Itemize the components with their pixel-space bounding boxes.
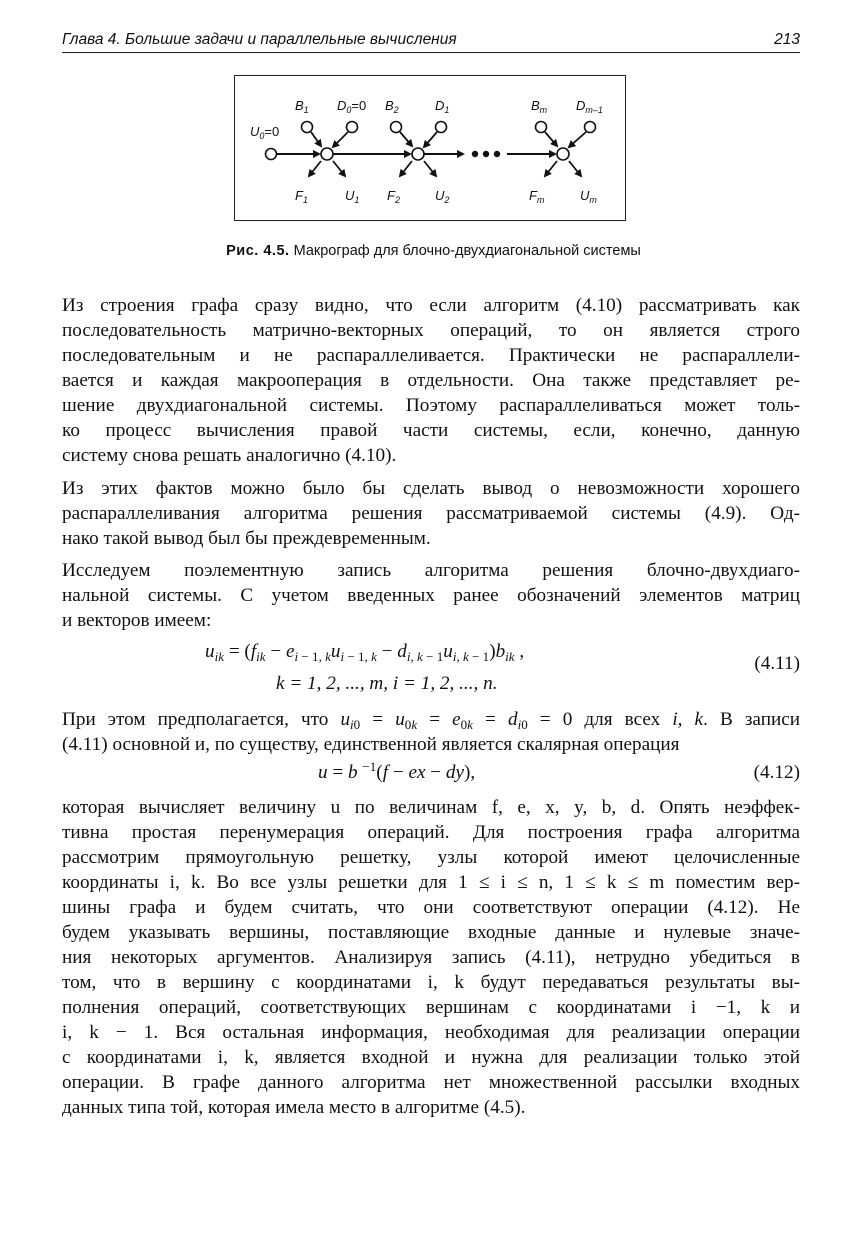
caption-text: Макрограф для блочно-двухдиагональной системы: [293, 243, 641, 259]
p5-line: операции. В графе данного алгоритма нет множественной рассылки входных: [62, 1072, 800, 1093]
p5-line: с координатами i, k, является входной и нужна для реализации только этой: [62, 1047, 800, 1068]
equation-4-12: u = b $^{-1}$(f − ex − dy),: [318, 758, 476, 783]
paragraph-4: [62, 707, 800, 757]
label-u0: $U_0=0$: [250, 124, 280, 141]
input-node: [266, 149, 277, 160]
p5-line: которая вычисляет величину u по величинам f, e, x, y, b, d. Опять неэффек-: [62, 797, 800, 818]
macro-node-1: [302, 122, 358, 177]
p5-line: данных типа той, которая имела место в алгоритме (4.5).: [62, 1097, 526, 1118]
label-f1: $F_1$: [295, 188, 308, 205]
label-f2: $F_2$: [387, 188, 400, 205]
p1-line: шение двухдиагональной системы. Поэтому распараллеливаться может толь-: [62, 395, 800, 416]
p1-line: вается и каждая макрооперация в отдельности. Она также представляет ре-: [62, 370, 800, 391]
label-b1: $B_1$: [295, 98, 309, 115]
label-u2: $U_2$: [435, 188, 450, 205]
p4-tail: В записи: [719, 709, 801, 730]
p5-line: ния некоторых аргументов. Анализируя запись (4.11), нетрудно убедиться в: [62, 947, 800, 968]
label-d0: $D_0=0$: [337, 98, 367, 115]
label-fm: $F_m$: [529, 188, 545, 205]
p1-line: Из строения графа сразу видно, что если алгоритм (4.10) рассматривать как: [62, 295, 800, 316]
p5-line: тивна простая перенумерация операций. Для построения графа алгоритма: [62, 822, 800, 843]
paragraph-5: [62, 795, 800, 1120]
paragraph-2: [62, 476, 800, 551]
p4-suffix: для всех: [584, 709, 661, 730]
p1-line: последовательность матрично-векторных операций, то он является строго: [62, 320, 800, 341]
p5-line: рассмотрим прямоугольную решетку, узлы которой имеют целочисленные: [62, 847, 800, 868]
label-um: $U_m$: [580, 188, 597, 205]
p5-line: полнения операций, соответствующих вершинам с координатами i −1, k и: [62, 997, 800, 1018]
p5-line: будем указывать вершины, поставляющие входные данные и нулевые значе-: [62, 922, 800, 943]
running-header: [62, 30, 800, 53]
macro-node-m: [536, 122, 596, 177]
paragraph-3: [62, 558, 800, 633]
p5-line: координаты i, k. Во все узлы решетки для 1 ≤ i ≤ n, 1 ≤ k ≤ m поместим вер-: [62, 872, 800, 893]
label-bm: $B_m$: [531, 98, 548, 115]
p1-line: систему снова решать аналогично (4.10).: [62, 445, 397, 466]
label-u1: $U_1$: [345, 188, 360, 205]
macrograph-diagram: [235, 76, 627, 222]
p3-line: нальной системы. С учетом введенных ранее обозначений элементов матриц: [62, 585, 800, 606]
p2-line: распараллеливания алгоритма решения рассматриваемой системы (4.9). Од-: [62, 503, 800, 524]
p2-line: нако такой вывод был бы преждевременным.: [62, 528, 431, 549]
p5-line: i, k − 1. Вся остальная информация, необходимая для реализации операции: [62, 1022, 800, 1043]
p1-line: ко процесс вычисления правой части системы, если, конечно, данную: [62, 420, 800, 441]
chapter-title: Глава 4. Большие задачи и параллельные вычисления: [62, 31, 457, 48]
label-d1: $D_1$: [435, 98, 450, 115]
figure-caption: [0, 243, 867, 259]
macrograph-figure: [234, 75, 626, 221]
equation-number-4-12: (4.12): [753, 762, 800, 783]
label-dm1: $D_{m-1}$: [576, 98, 603, 115]
paragraph-1: [62, 293, 800, 468]
p4-prefix: При этом предполагается, что: [62, 709, 329, 730]
label-b2: $B_2$: [385, 98, 399, 115]
equation-number-4-11: (4.11): [754, 653, 800, 674]
equation-4-11-line2: k = 1, 2, ..., m, i = 1, 2, ..., n.: [276, 673, 498, 694]
macro-node-2: [391, 122, 447, 177]
p5-line: том, что в вершину с координатами i, k будут передаваться результаты вы-: [62, 972, 800, 993]
p5-line: шины графа и будем считать, что они соответствуют операции (4.12). Не: [62, 897, 800, 918]
p4-line-1: При этом предполагается, что $u_{i0} = u_{0k} = e_{0k} = d_{i0} = 0$ для всех i, k. В записи: [62, 709, 801, 732]
p2-line: Из этих фактов можно было бы сделать вывод о невозможности хорошего: [62, 478, 800, 499]
p3-line: Исследуем поэлементную запись алгоритма решения блочно-двухдиаго-: [62, 560, 800, 581]
p1-line: последовательным и не распараллеливается. Практически не распараллели-: [62, 345, 800, 366]
page-number: 213: [774, 31, 800, 48]
caption-prefix: Рис. 4.5.: [226, 243, 290, 259]
p3-line: и векторов имеем:: [62, 610, 212, 631]
equation-4-11-line1: $u_{ik} = (f_{ik} - e_i$ $_{- 1,}$ $_ku_i$ $_{- 1,}$ $_k - d_{i, k}$ $_{- 1}u_{i, k}$ $_{- 1})b_{ik}$ ,: [205, 641, 525, 664]
p4-line-2: (4.11) основной и, по существу, единственной является скалярная операция: [62, 734, 680, 755]
